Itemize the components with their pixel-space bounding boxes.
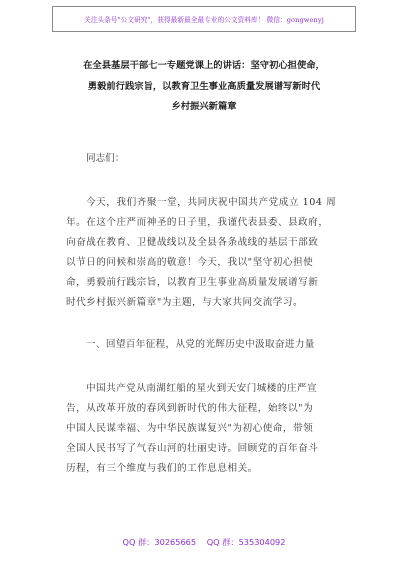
paragraph-1-line-1: 今天，我们齐聚一堂，共同庆祝中国共产党成立 104 周 — [86, 197, 337, 208]
paragraph-2-line-3: 中国人民谋幸福、为中华民族谋复兴"为初心使命，带领 — [66, 423, 314, 434]
paragraph-1-line-3: 向奋战在教育、卫健战线以及全县各条战线的基层干部致 — [66, 237, 319, 248]
paragraph-2-line-2: 告，从改革开放的春风到新时代的伟大征程，始终以"为 — [66, 403, 314, 414]
paragraph-2-line-1: 中国共产党从南湖红船的星火到天安门城楼的庄严宣 — [86, 383, 318, 394]
salutation: 同志们： — [86, 153, 125, 164]
header-banner-text: 关注头条号"公文研究"，获得最新最全最专业的公文资料库！ 微信：gongwenyj — [84, 16, 324, 24]
paragraph-2-line-5: 历程，有三个维度与我们的工作息息相关。 — [66, 463, 258, 474]
paragraph-1-line-6: 时代乡村振兴新篇章"为主题，与大家共同交流学习。 — [66, 297, 304, 308]
footer-contacts — [0, 537, 408, 548]
paragraph-1-line-4: 以节日的问候和崇高的敬意！今天，我以"坚守初心担使 — [66, 257, 314, 268]
title-line-1: 在全县基层干部七一专题党课上的讲话：坚守初心担使命， — [83, 60, 325, 71]
header-banner — [52, 6, 356, 32]
footer-qq-group-1: QQ 群：30265665 — [122, 537, 197, 547]
paragraph-1-line-5: 命，勇毅前行践宗旨，以教育卫生事业高质量发展谱写新 — [66, 277, 319, 288]
document-title — [50, 56, 358, 118]
section-heading-1: 一、回望百年征程，从党的光辉历史中汲取奋进力量 — [86, 339, 315, 350]
paragraph-1-line-2: 年。在这个庄严而神圣的日子里，我谨代表县委、县政府， — [66, 217, 329, 228]
title-line-2: 勇毅前行践宗旨，以教育卫生事业高质量发展谱写新时代 — [87, 80, 321, 92]
footer-qq-group-2: QQ 群：535304092 — [206, 537, 286, 547]
title-line-3: 乡村振兴新篇章 — [171, 101, 237, 112]
paragraph-2-line-4: 全国人民书写了气吞山河的壮丽史诗。回顾党的百年奋斗 — [66, 443, 319, 454]
